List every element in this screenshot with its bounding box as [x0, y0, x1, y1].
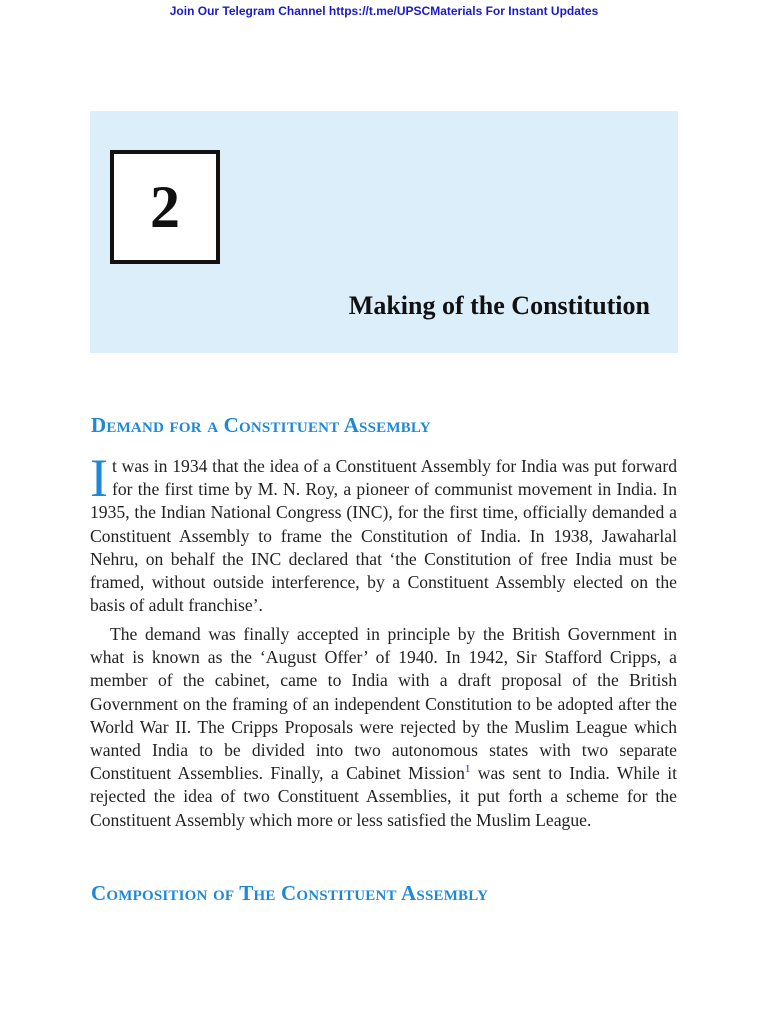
- chapter-number: 2: [150, 174, 180, 240]
- section-heading-composition: Composition of The Constituent Assembly: [91, 881, 489, 905]
- paragraph-1-text: t was in 1934 that the idea of a Constituent Assembly for India was put forward for the first time by M. N. Roy, a pioneer of communist movement in India. In 1935, the Indian National Congress (INC), for the first time, officially demanded a Constituent Assembly to frame the Constitution of India. In 1938, Jawaharlal Nehru, on behalf the INC declared that ‘the Constitution of free India must be framed, without outside interference, by a Constituent Assembly elected on the basis of adult franchise’.: [90, 456, 677, 616]
- chapter-header-panel: [90, 111, 678, 353]
- section-heading-demand: Demand for a Constituent Assembly: [91, 413, 431, 437]
- paragraph-1: [90, 448, 677, 617]
- telegram-banner[interactable]: Join Our Telegram Channel https://t.me/UPSCMaterials For Instant Updates: [169, 4, 599, 18]
- chapter-number-box: [110, 150, 220, 264]
- chapter-title: Making of the Constitution: [348, 291, 650, 320]
- paragraph-2-text-b: was sent to India. While it rejected the idea of two Constituent Assemblies, it put forth a scheme for the Constituent Assembly which more or less satisfied the Muslim League.: [90, 763, 677, 830]
- paragraph-2-text-a: The demand was finally accepted in principle by the British Government in what is known as the ‘August Offer’ of 1940. In 1942, Sir Stafford Cripps, a member of the cabinet, came to India with a draft proposal of the British Government on the framing of an independent Constitution to be adopted after the World War II. The Cripps Proposals were rejected by the Muslim League which wanted India to be divided into two autonomous states with two separate Constituent Assemblies. Finally, a Cabinet Mission: [90, 624, 677, 784]
- footnote-marker[interactable]: 1: [464, 763, 471, 776]
- drop-cap: I: [90, 448, 108, 508]
- paragraph-2: [90, 623, 677, 832]
